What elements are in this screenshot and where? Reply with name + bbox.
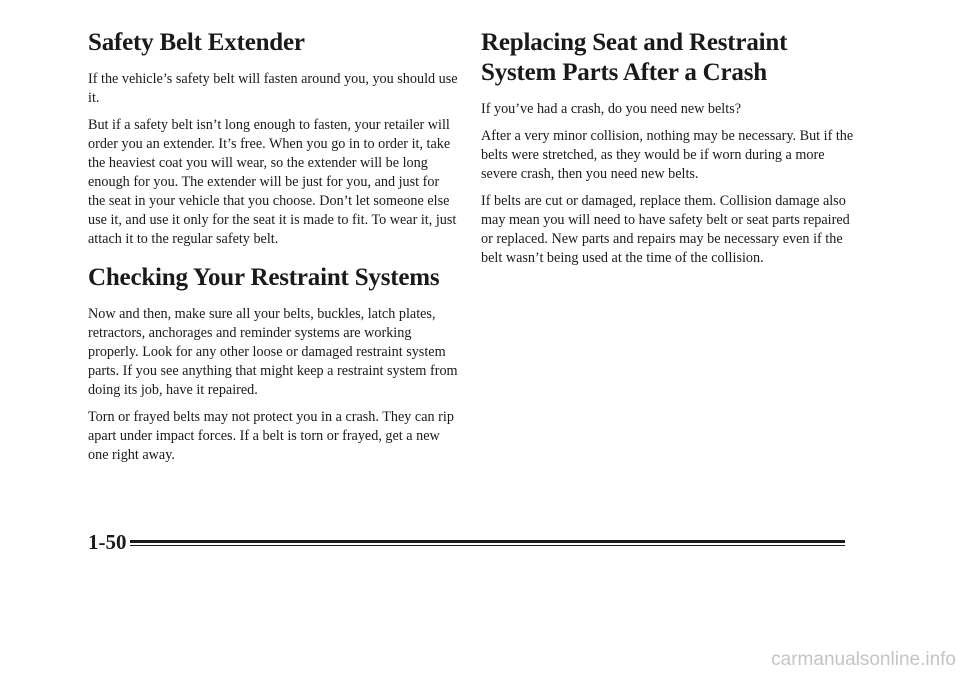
section-title-replacing-parts-after-crash: Replacing Seat and Restraint System Parts After a Crash: [481, 29, 788, 86]
page-footer: [88, 527, 845, 557]
paragraph: Now and then, make sure all your belts, buckles, latch plates, retractors, anchorages and reminder systems are working properly. Look for any other loose or damaged restraint system parts. If you see anything that might keep a restraint system from doing its job, have it repaired.: [88, 306, 458, 398]
page-number: 1-50: [88, 530, 127, 554]
paragraph: But if a safety belt isn’t long enough to fasten, your retailer will order you an extender. It’s free. When you go in to order it, take the heaviest coat you will wear, so the extender will be long enough for you. The extender will be just for you, and just for the seat in your vehicle that you choose. Don’t let someone else use it, and use it only for the seat it is made to fit. To wear it, just attach it to the regular safety belt.: [88, 117, 457, 247]
section-title-safety-belt-extender: Safety Belt Extender: [88, 29, 305, 56]
paragraph: If you’ve had a crash, do you need new belts?: [481, 101, 742, 117]
section-title-checking-restraint-systems: Checking Your Restraint Systems: [88, 264, 440, 291]
paragraph: If the vehicle’s safety belt will fasten around you, you should use it.: [88, 71, 458, 106]
watermark: carmanualsonline.info: [771, 649, 956, 670]
footer-rule-thin: [130, 545, 845, 546]
paragraph: Torn or frayed belts may not protect you in a crash. They can rip apart under impact forces. If a belt is torn or frayed, get a new one right away.: [88, 409, 454, 463]
paragraph: After a very minor collision, nothing may be necessary. But if the belts were stretched, as they would be if worn during a more severe crash, then you need new belts.: [481, 128, 854, 182]
left-column: [88, 28, 460, 473]
paragraph: If belts are cut or damaged, replace them. Collision damage also may mean you will need to have safety belt or seat parts repaired or replaced. New parts and repairs may be necessary even if the belt wasn’t being used at the time of the collision.: [481, 193, 850, 266]
right-column: [481, 28, 861, 276]
footer-rule-thick: [130, 540, 845, 543]
